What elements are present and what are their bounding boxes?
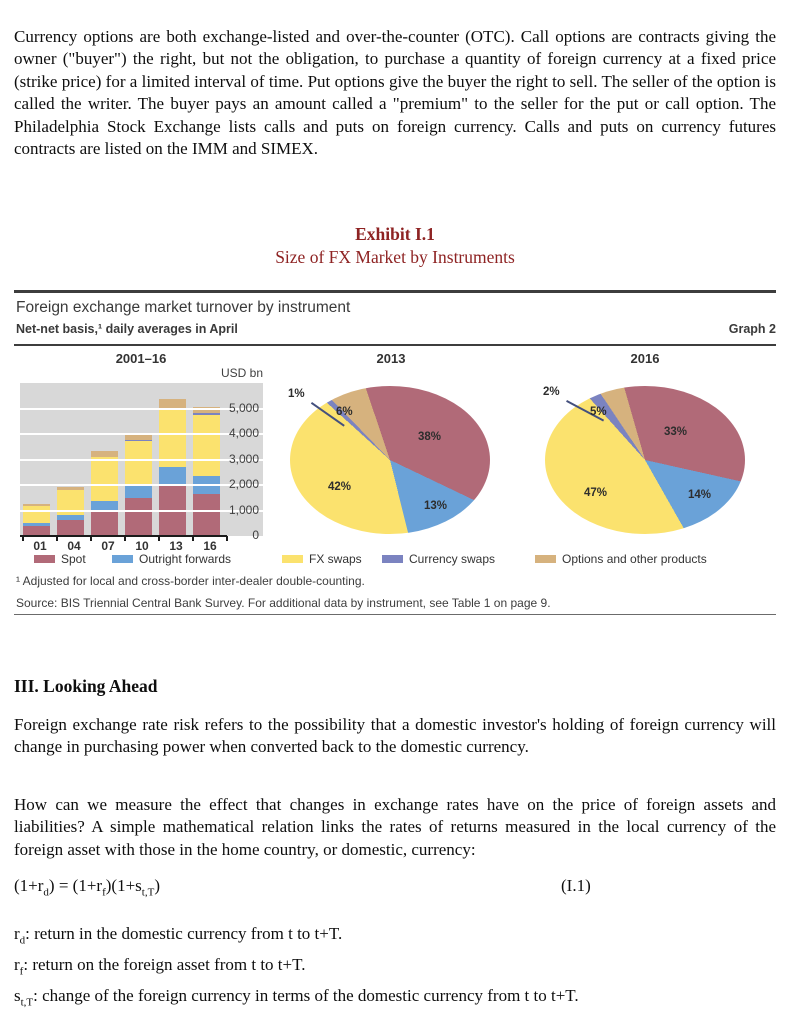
- bar-segment: [193, 415, 220, 476]
- pie-label-options: 5%: [590, 406, 607, 418]
- legend-item-options: [535, 552, 707, 566]
- equation-row: [14, 876, 776, 898]
- y-axis-unit-label: USD bn: [220, 366, 263, 380]
- legend-label: Options and other products: [562, 552, 707, 566]
- exhibit-caption: [0, 224, 790, 268]
- bar-segment: [91, 510, 118, 536]
- chart-title: Foreign exchange market turnover by instrument: [16, 299, 351, 316]
- gridline: [20, 408, 263, 410]
- legend-swatch: [112, 555, 133, 563]
- chart-footnote: ¹ Adjusted for local and cross-border inter-dealer double-counting.: [16, 574, 365, 588]
- definition-rf: $r_f$: return on the foreign asset from t to t+T.: [14, 954, 306, 978]
- pie-label-spot: 38%: [418, 431, 442, 443]
- gridline: [20, 510, 263, 512]
- pie-chart-2013: [290, 386, 490, 534]
- section-heading: III. Looking Ahead: [14, 676, 158, 696]
- stacked-bar-07: [91, 451, 118, 536]
- fx-risk-paragraph: Foreign exchange rate risk refers to the possibility that a domestic investor's holding of foreign currency will change in purchasing power when converted back to the domestic currency.: [14, 715, 776, 757]
- bar-segment: [125, 486, 152, 498]
- pie-label-currency-swaps: 2%: [543, 386, 560, 398]
- chart-subtitle: Net-net basis,¹ daily averages in April: [16, 322, 238, 336]
- bar-segment: [125, 498, 152, 536]
- x-axis-label: 01: [33, 539, 47, 553]
- exhibit-label: Exhibit I.1: [355, 224, 435, 244]
- gridline: [20, 459, 263, 461]
- pie-ellipse-2016: [545, 386, 745, 534]
- exhibit-title: Size of FX Market by Instruments: [275, 247, 515, 267]
- y-axis-tick-label: 3,000: [228, 451, 259, 466]
- bar-segment: [91, 457, 118, 501]
- stacked-bar-16: [193, 407, 220, 536]
- variable-definitions: [14, 922, 776, 1015]
- gridline: [20, 484, 263, 486]
- legend-label: Outright forwards: [139, 552, 232, 566]
- bar-segment: [159, 467, 186, 484]
- pie-label-options: 6%: [336, 406, 353, 418]
- equation-number: (I.1): [561, 876, 591, 895]
- legend-swatch: [535, 555, 556, 563]
- bar-plot: [20, 383, 263, 542]
- bar-segment: [125, 441, 152, 486]
- pie-label-outright-forwards: 14%: [688, 489, 712, 501]
- legend-swatch: [282, 555, 303, 563]
- stacked-bar-13: [159, 399, 186, 536]
- x-axis-label: 04: [67, 539, 81, 553]
- pie-label-fx-swaps: 42%: [328, 481, 352, 493]
- bar-segment: [57, 520, 84, 536]
- x-axis-label: 16: [203, 539, 217, 553]
- intro-paragraph: Currency options are both exchange-listed and over-the-counter (OTC). Call options are contracts giving the owner ("buyer") the right, but not the obligation, to purchase a quantity of foreign currency at a fixed price (strike price) for a limited interval of time. Put options give the buyer the right to sell. The seller of the option is called the writer. The buyer pays an amount called a "premium" to the seller for the put or call option. The Philadelphia Stock Exchange lists calls and puts on foreign currency. Calls and puts on currency futures contracts are listed on the IMM and SIMEX.: [14, 27, 776, 159]
- legend-item-outright-forwards: [112, 552, 231, 566]
- y-axis-tick-label: 4,000: [228, 426, 259, 440]
- legend-item-fx-swaps: [282, 552, 362, 566]
- y-axis-tick-label: 0: [252, 528, 259, 542]
- y-axis-tick-label: 1,000: [228, 502, 259, 517]
- legend-label: Spot: [61, 552, 86, 566]
- legend-swatch: [382, 555, 403, 563]
- x-axis-labels: [23, 539, 227, 553]
- top-divider: [14, 290, 776, 293]
- header-divider: [14, 344, 776, 346]
- pie-chart-2016: [545, 386, 745, 534]
- y-axis-tick-label: 2,000: [228, 477, 259, 491]
- legend-swatch: [34, 555, 55, 563]
- x-axis-label: 07: [101, 539, 115, 553]
- bar-panel-title: 2001–16: [115, 351, 167, 366]
- legend-item-spot: [34, 552, 86, 566]
- gridline: [20, 433, 263, 435]
- definition-stT: $s_{t,T}$: change of the foreign currency in terms of the domestic currency from t to t+T.: [14, 985, 579, 1009]
- pie-label-spot: 33%: [664, 426, 688, 438]
- y-axis-tick-label: 5,000: [228, 400, 259, 415]
- chart-source: Source: BIS Triennial Central Bank Survey. For additional data by instrument, see Table 1 on page 9.: [16, 596, 551, 610]
- measurement-paragraph: How can we measure the effect that changes in exchange rates have on the price of foreign assets and liabilities? A simple mathematical relation links the rates of returns measured in the local currency of the foreign asset with those in the home country, or domestic, currency:: [14, 795, 776, 859]
- definition-rd: $r_d$: return in the domestic currency from t to t+T.: [14, 924, 343, 947]
- pie-label-outright-forwards: 13%: [424, 500, 448, 512]
- legend-label: FX swaps: [309, 552, 362, 566]
- equation: $(1+r_d) = (1+r_f)(1+s_{t,T})$: [14, 876, 160, 899]
- legend-item-currency-swaps: [382, 552, 495, 566]
- pie-2016-panel-title: 2016: [630, 351, 660, 366]
- pie-label-currency-swaps: 1%: [288, 388, 305, 400]
- legend-label: Currency swaps: [409, 552, 496, 566]
- pie-2013-panel-title: 2013: [376, 351, 406, 366]
- x-axis-label: 13: [169, 539, 183, 553]
- graph-number: Graph 2: [728, 322, 776, 336]
- bar-segment: [193, 494, 220, 536]
- pie-label-fx-swaps: 47%: [584, 487, 608, 499]
- bottom-divider: [14, 614, 776, 615]
- fx-turnover-graph: [14, 290, 776, 620]
- x-axis-label: 10: [135, 539, 149, 553]
